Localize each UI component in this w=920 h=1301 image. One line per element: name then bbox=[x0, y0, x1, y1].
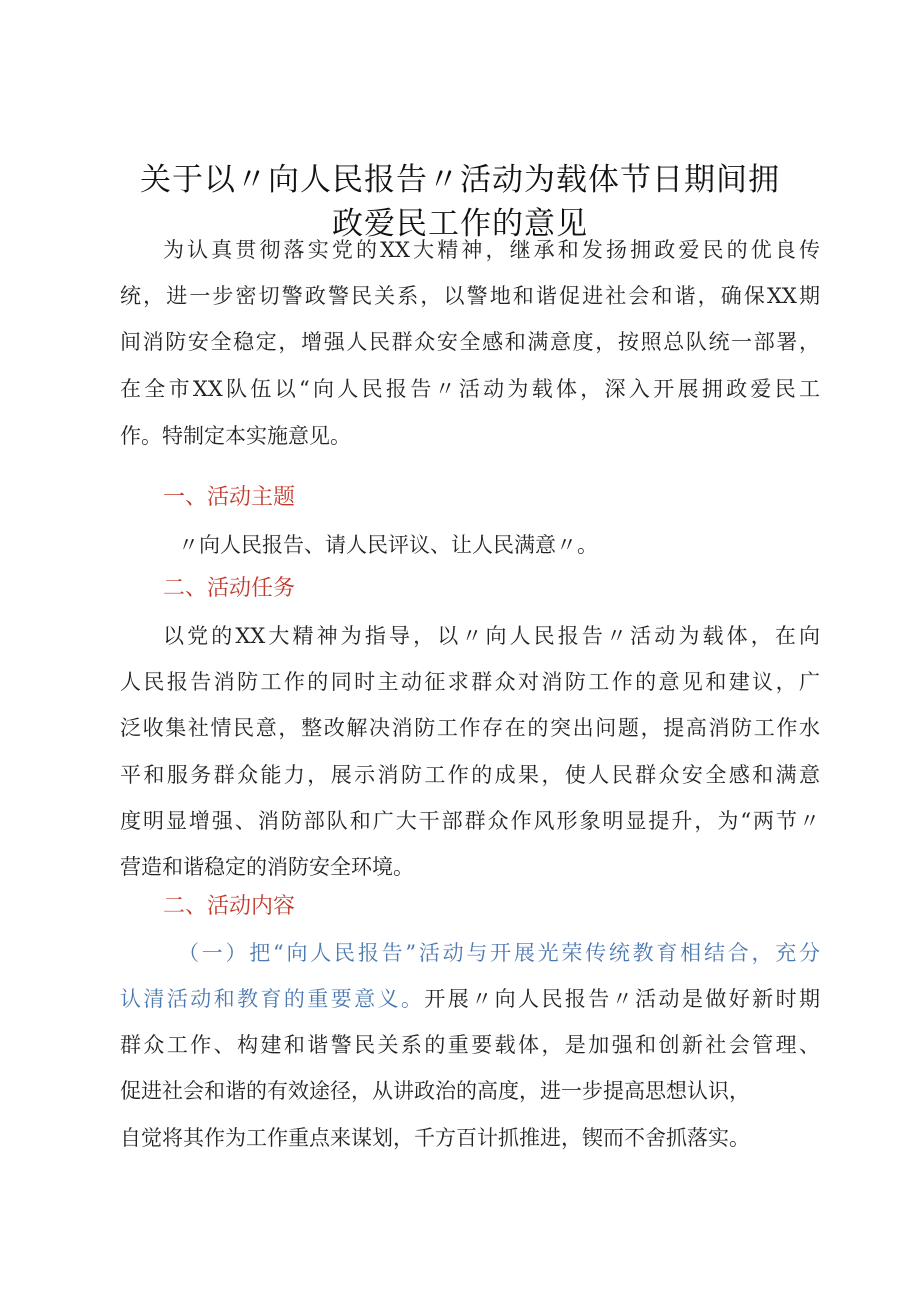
intro-line: 作。特制定本实施意见。 bbox=[120, 424, 351, 448]
tasks-line: 人民报告消防工作的同时主动征求群众对消防工作的意见和建议，广 bbox=[120, 670, 820, 694]
title-line-2: 政爱民工作的意见 bbox=[332, 206, 588, 242]
section-heading-theme: 一、活动主题 bbox=[163, 485, 296, 510]
document-title bbox=[100, 158, 820, 246]
tasks-line: 平和服务群众能力，展示消防工作的成果，使人民群众安全感和满意 bbox=[120, 763, 820, 787]
intro-line: 间消防安全稳定，增强人民群众安全感和满意度，按照总队统一部署， bbox=[120, 330, 820, 354]
content-line-rest: 开展〃向人民报告〃活动是做好新时期 bbox=[424, 987, 821, 1011]
tasks-line: 泛收集社情民意，整改解决消防工作存在的突出问题，提高消防工作水 bbox=[120, 716, 820, 740]
section-theme-text: 〃向人民报告、请人民评议、让人民满意〃。 bbox=[178, 533, 598, 557]
section-heading-content: 二、活动内容 bbox=[163, 894, 296, 919]
content-line: 促进社会和谐的有效途径，从讲政治的高度，进一步提高思想认识， bbox=[120, 1079, 750, 1103]
tasks-line: 以党的XX大精神为指导，以〃向人民报告〃活动为载体，在向 bbox=[163, 624, 820, 648]
content-line: 群众工作、构建和谐警民关系的重要载体，是加强和创新社会管理、 bbox=[120, 1033, 820, 1057]
content-line-mixed bbox=[120, 984, 820, 1014]
title-line-1: 关于以〃向人民报告〃活动为载体节日期间拥 bbox=[140, 162, 780, 198]
content-line: 自觉将其作为工作重点来谋划，千方百计抓推进，锲而不舍抓落实。 bbox=[120, 1126, 750, 1150]
intro-line: 统，进一步密切警政警民关系，以警地和谐促进社会和谐，确保XX期 bbox=[120, 284, 820, 308]
intro-line: 为认真贯彻落实党的XX大精神，继承和发扬拥政爱民的优良传 bbox=[163, 238, 820, 262]
intro-line: 在全市XX队伍以“向人民报告〃活动为载体，深入开展拥政爱民工 bbox=[120, 377, 820, 401]
section-heading-tasks: 二、活动任务 bbox=[163, 576, 296, 601]
content-subheading: （一）把“向人民报告”活动与开展光荣传统教育相结合，充分 bbox=[178, 941, 820, 965]
tasks-line: 营造和谐稳定的消防安全环境。 bbox=[120, 855, 414, 879]
content-subheading-end: 认清活动和教育的重要意义。 bbox=[120, 987, 425, 1011]
tasks-line: 度明显增强、消防部队和广大干部群众作风形象明显提升，为“两节〃 bbox=[120, 809, 820, 833]
